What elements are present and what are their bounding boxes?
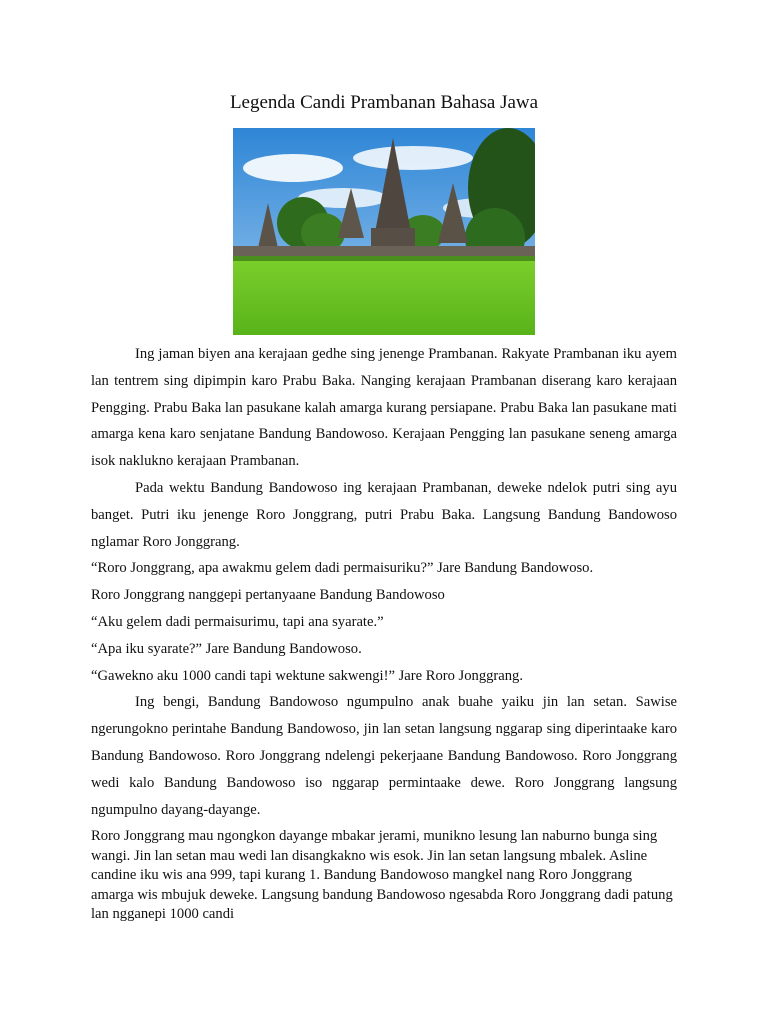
story-body [91, 341, 677, 925]
dialogue-line: “Gawekno aku 1000 candi tapi wektune sakwengi!” Jare Roro Jonggrang. [91, 667, 524, 684]
dialogue-line: “Apa iku syarate?” Jare Bandung Bandowoso. [91, 640, 362, 657]
dialogue-line: “Roro Jonggrang, apa awakmu gelem dadi permaisuriku?” Jare Bandung Bandowoso. [91, 560, 594, 577]
paragraph: Ing bengi, Bandung Bandowoso ngumpulno anak buahe yaiku jin lan setan. Sawise ngerungokno perintahe Bandung Bandowoso, jin lan setan langsung nggarap sing diperintaake karo Bandung Bandowoso. Roro Jonggrang ndelengi pekerjaane Bandung Bandowoso. Roro Jonggrang wedi kalo Bandung Bandowoso iso nggarap permintaake dewe. Roro Jonggrang langsung ngumpulno dayang-dayange. [91, 694, 677, 818]
paragraph: Ing jaman biyen ana kerajaan gedhe sing jenenge Prambanan. Rakyate Prambanan iku ayem lan tentrem sing dipimpin karo Prabu Baka. Nanging kerajaan Prambanan diserang karo kerajaan Pengging. Prabu Baka lan pasukane kalah amarga kurang persiapane. Prabu Baka lan pasukane mati amarga kena karo senjatane Bandung Bandowoso. Kerajaan Pengging lan pasukane seneng amarga isok naklukno kerajaan Prambanan. [91, 346, 677, 470]
narration-line: Roro Jonggrang nanggepi pertanyaane Bandung Bandowoso [91, 587, 445, 604]
paragraph: Roro Jonggrang mau ngongkon dayange mbakar jerami, munikno lesung lan naburno bunga sing wangi. Jin lan setan mau wedi lan disangkakno wis esok. Jin lan setan langsung mbalek. Asline candine iku wis ana 999, tapi kurang 1. Bandung Bandowoso mangkel nang Roro Jonggrang amarga wis mbujuk deweke. Langsung bandung Bandowoso ngesabda Roro Jonggrang dadi patung lan ngganepi 1000 candi [91, 828, 673, 923]
document-title: Legenda Candi Prambanan Bahasa Jawa [229, 92, 539, 113]
temple-photo [233, 128, 535, 335]
dialogue-line: “Aku gelem dadi permaisurimu, tapi ana syarate.” [91, 613, 384, 630]
temple-image [233, 128, 535, 335]
paragraph: Pada wektu Bandung Bandowoso ing kerajaan Prambanan, deweke ndelok putri sing ayu banget. Putri iku jenenge Roro Jonggrang, putri Prabu Baka. Langsung Bandung Bandowoso nglamar Roro Jonggrang. [91, 479, 677, 550]
